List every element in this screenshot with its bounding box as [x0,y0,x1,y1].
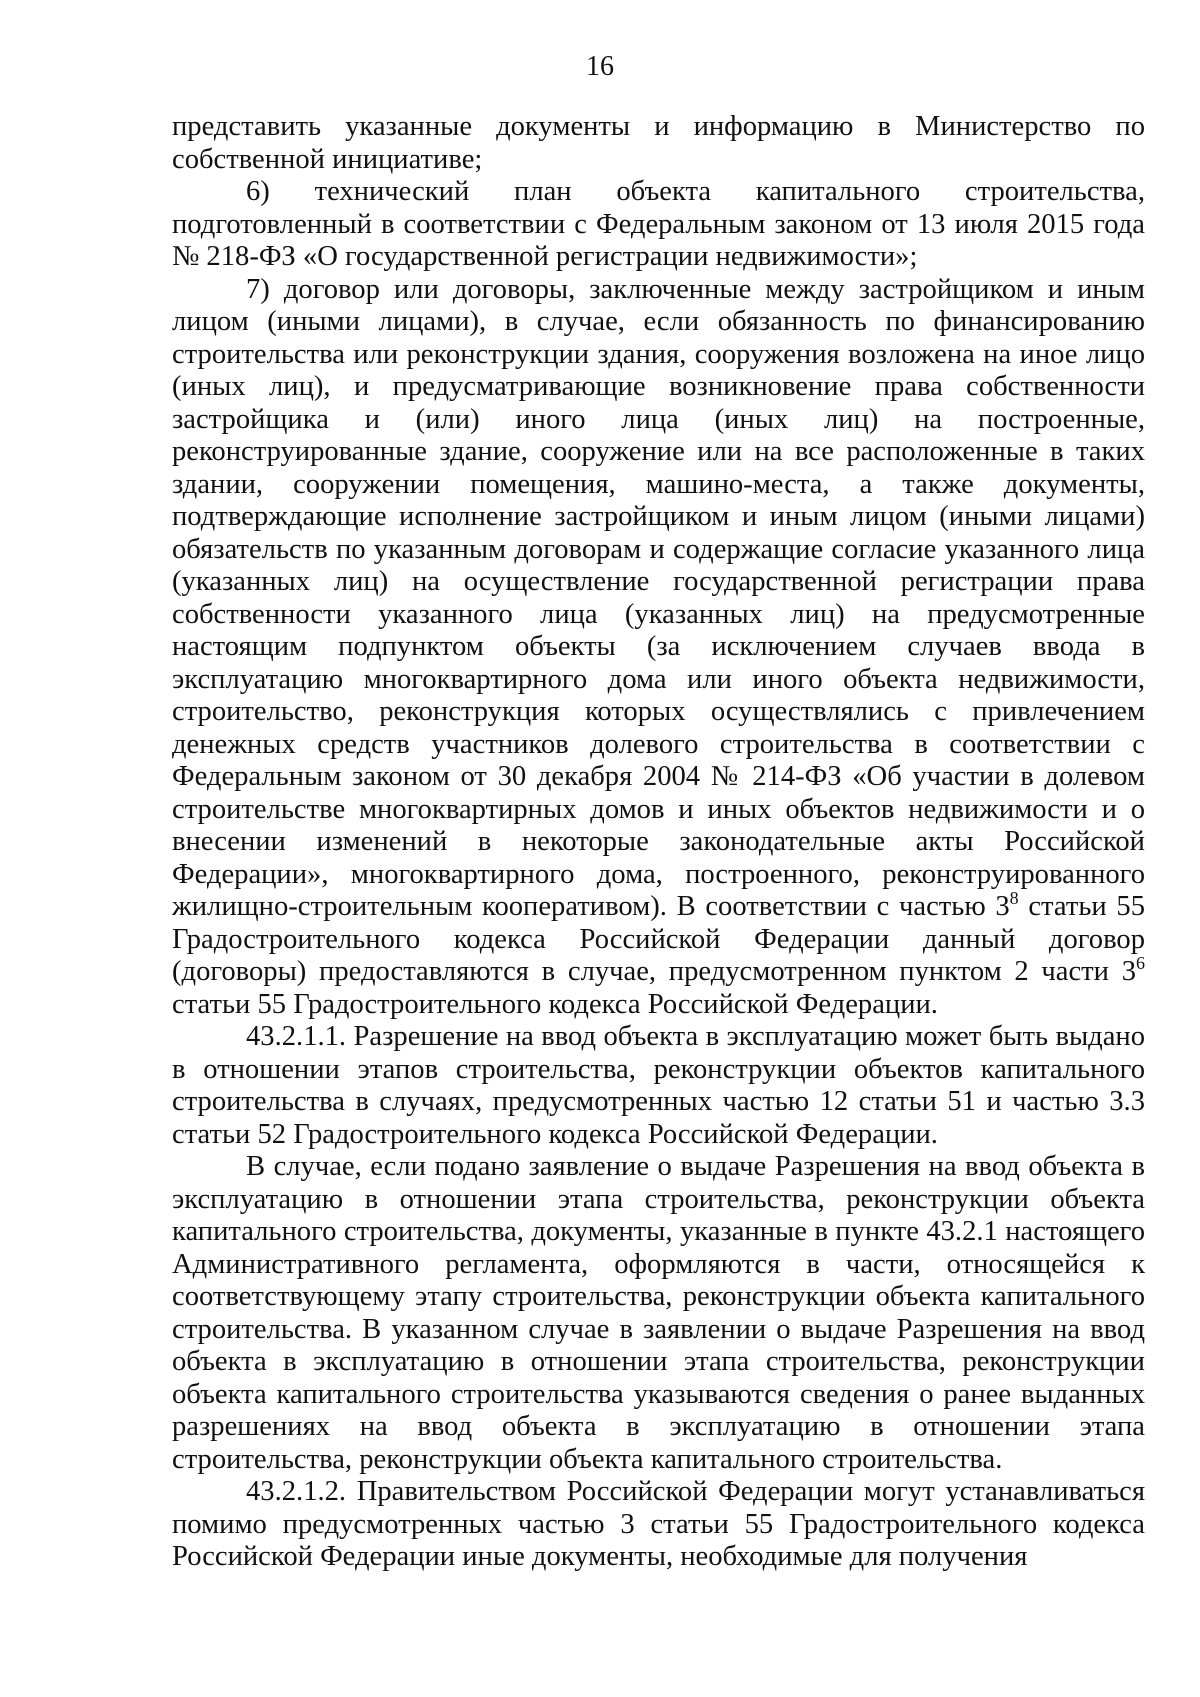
text-run: 6) технический план объекта капитального строительства, подготовленный в соответствии с Федеральным законом от 13 июля 2015 года № 218-ФЗ «О государственной регистрации недвижимости»; [172,176,1145,272]
paragraph [172,274,1145,1022]
paragraph [172,111,1145,176]
paragraph [172,176,1145,274]
text-run: 43.2.1.2. Правительством Российской Федерации могут устанавливаться помимо предусмотренных частью 3 статьи 55 Градостроительного кодекса Российской Федерации иные документы, необходимые для получения [172,1476,1145,1572]
text-run: 7) договор или договоры, заключенные между застройщиком и иным лицом (иными лицами), в случае, если обязанность по финансированию строительства или реконструкции здания, сооружения возложена на иное лицо (иных лиц), и предусматривающие возникновение права собственности застройщика и (или) иного лица (иных лиц) на построенные, реконструированные здание, сооружение или на все расположенные в таких здании, сооружении помещения, машино-места, а также документы, подтверждающие исполнение застройщиком и иным лицом (иными лицами) обязательств по указанным договорам и содержащие согласие указанного лица (указанных лиц) на осуществление государственной регистрации права собственности указанного лица (указанных лиц) на предусмотренные настоящим подпунктом объекты (за исключением случаев ввода в эксплуатацию многоквартирного дома или иного объекта недвижимости, строительство, реконструкция которых осуществлялись с привлечением денежных средств участников долевого строительства в соответствии с Федеральным законом от 30 декабря 2004 № 214-ФЗ «Об участии в долевом строительстве многоквартирных домов и иных объектов недвижимости и о внесении изменений в некоторые законодательные акты Российской Федерации», многоквартирного дома, построенного, реконструированного жилищно-строительным кооперативом). В соответствии с частью 3 [172,273,1145,922]
text-run: статьи 55 Градостроительного кодекса Российской Федерации данный договор (договоры) предоставляются в случае, предусмотренном пунктом 2 части 3 [172,891,1145,987]
superscript: 6 [1136,953,1145,973]
paragraph [172,1021,1145,1151]
page-number: 16 [586,51,614,82]
text-run: статьи 55 Градостроительного кодекса Российской Федерации. [172,988,938,1020]
text-run: В случае, если подано заявление о выдаче Разрешения на ввод объекта в эксплуатацию в отношении этапа строительства, реконструкции объекта капитального строительства, документы, указанные в пункте 43.2.1 настоящего Административного регламента, оформляются в части, относящейся к соответствующему этапу строительства, реконструкции объекта капитального строительства. В указанном случае в заявлении о выдаче Разрешения на ввод объекта в эксплуатацию в отношении этапа строительства, реконструкции объекта капитального строительства указываются сведения о ранее выданных разрешениях на ввод объекта в эксплуатацию в отношении этапа строительства, реконструкции объекта капитального строительства. [172,1151,1145,1475]
text-run: представить указанные документы и информацию в Министерство по собственной инициативе; [172,111,1145,175]
document-body [172,111,1145,1574]
superscript: 8 [1009,888,1019,908]
paragraph [172,1151,1145,1476]
paragraph [172,1476,1145,1574]
text-run: 43.2.1.1. Разрешение на ввод объекта в эксплуатацию может быть выдано в отношении этапов строительства, реконструкции объектов капитального строительства в случаях, предусмотренных частью 12 статьи 51 и частью 3.3 статьи 52 Градостроительного кодекса Российской Федерации. [172,1021,1145,1150]
